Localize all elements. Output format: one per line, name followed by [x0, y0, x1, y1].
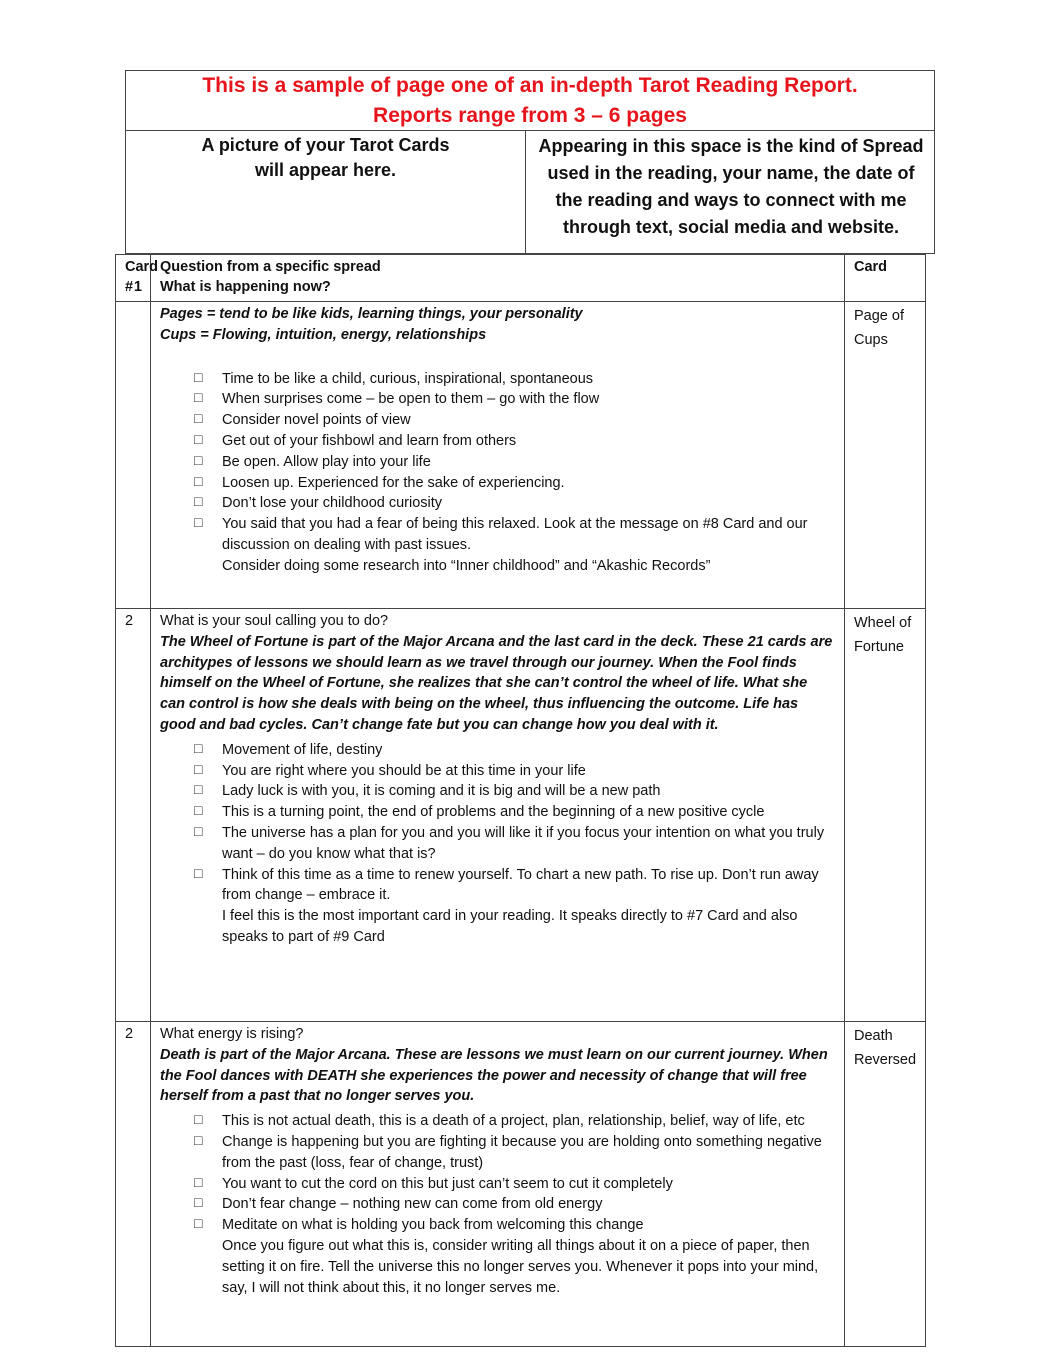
list-item: □ You are right where you should be at this time in your life — [194, 761, 836, 782]
list-item: □ Don’t fear change – nothing new can come from old energy — [194, 1194, 836, 1215]
card-header: Card — [845, 255, 926, 302]
list-item: Once you figure out what this is, consider writing all things about it on a piece of paper, then setting it on fire. Tell the universe this no longer serves you. Whenever it pops into your mind, say, I will not think about this, it no longer serves me. — [222, 1237, 819, 1296]
list-item: □ Be open. Allow play into your life — [194, 452, 836, 473]
list-item: Consider doing some research into “Inner childhood” and “Akashic Records” — [222, 557, 711, 574]
list-item: □ You said that you had a fear of being this relaxed. Look at the message on #8 Card and our discussion on dealing with past issues. — [194, 514, 836, 556]
spread-info-placeholder: Appearing in this space is the kind of Spread used in the reading, your name, the date of the reading and ways to connect with me through text, social media and website. — [538, 136, 924, 237]
card-number: 2 — [116, 1022, 151, 1347]
table-row — [116, 302, 926, 609]
checklist — [160, 1111, 836, 1236]
list-item: □ Think of this time as a time to renew yourself. To chart a new path. To rise up. Don’t run away from change – embrace it. — [194, 865, 836, 907]
list-item: □ Movement of life, destiny — [194, 740, 836, 761]
list-item: I feel this is the most important card in your reading. It speaks directly to #7 Card and also speaks to part of #9 Card — [222, 908, 798, 945]
reading-table — [115, 254, 926, 1347]
question-header: Question from a specific spread What is happening now? — [151, 255, 845, 302]
list-item: □ Get out of your fishbowl and learn from others — [194, 431, 836, 452]
list-item: □ Don’t lose your childhood curiosity — [194, 493, 836, 514]
card-name: Wheel of Fortune — [845, 609, 926, 1022]
list-item: □ The universe has a plan for you and you will like it if you focus your intention on what you truly want – do you know what that is? — [194, 823, 836, 865]
table-row — [116, 1022, 926, 1347]
list-item: □ You want to cut the cord on this but just can’t seem to cut it completely — [194, 1174, 836, 1195]
list-item: □ Lady luck is with you, it is coming and it is big and will be a new path — [194, 781, 836, 802]
card-number — [116, 302, 151, 609]
list-item: □ Meditate on what is holding you back from welcoming this change — [194, 1215, 836, 1236]
checklist — [160, 740, 836, 906]
card-name: Death Reversed — [845, 1022, 926, 1347]
card-number-header: Card # 1 — [116, 255, 151, 302]
card-number: 2 — [116, 609, 151, 1022]
list-item: □ Change is happening but you are fighting it because you are holding onto something negative from the past (loss, fear of change, trust) — [194, 1132, 836, 1174]
list-item: □ When surprises come – be open to them – go with the flow — [194, 389, 836, 410]
card-name: Page of Cups — [845, 302, 926, 609]
table-row — [116, 609, 926, 1022]
tarot-picture-placeholder: A picture of your Tarot Cards will appear here. — [126, 131, 526, 255]
card-reading: Pages = tend to be like kids, learning things, your personality Cups = Flowing, intuition, energy, relationships □ Time to be like a child, curious, inspirational, spontaneous □ When surprises come – be open to them – go with the flow □ Consider novel points of view □ Get out of your fishbowl and learn from others □ Be open. Allow play into your life □ Loosen up. Experienced for the sake of experiencing. □ Don’t lose your childhood curiosity □ You said that you had a fear of being this relaxed. Look at the message on #8 Card and our discussion on dealing with past issues. Consider doing some research into “Inner childhood” and “Akashic Records” — [151, 302, 845, 609]
card-reading: What energy is rising? Death is part of the Major Arcana. These are lessons we must learn on our current journey. When the Fool dances with DEATH she experiences the power and necessity of change that will free herself from a past that no longer serves you. □ This is not actual death, this is a death of a project, plan, relationship, belief, way of life, etc □ Change is happening but you are fighting it because you are holding onto something negative from the past (loss, fear of change, trust) □ You want to cut the cord on this but just can’t seem to cut it completely □ Don’t fear change – nothing new can come from old energy □ Meditate on what is holding you back from welcoming this change Once you figure out what this is, consider writing all things about it on a piece of paper, then setting it on fire. Tell the universe this no longer serves you. Whenever it pops into your mind, say, I will not think about this, it no longer serves me. — [151, 1022, 845, 1347]
table-header-row — [116, 255, 926, 302]
report-title: This is a sample of page one of an in-depth Tarot Reading Report. Reports range from 3 – 6 pages — [126, 71, 934, 131]
card-reading: What is your soul calling you to do? The Wheel of Fortune is part of the Major Arcana and the last card in the deck. These 21 cards are architypes of lessons we should learn as we travel through our journey. When the Fool finds himself on the Wheel of Fortune, she realizes that she can’t control the wheel of life. What she can control is how she deals with being on the wheel, thus influencing the outcome. Life has good and bad cycles. Can’t change fate but you can change how you deal with it. □ Movement of life, destiny □ You are right where you should be at this time in your life □ Lady luck is with you, it is coming and it is big and will be a new path □ This is a turning point, the end of problems and the beginning of a new positive cycle □ The universe has a plan for you and you will like it if you focus your intention on what you truly want – do you know what that is? □ Think of this time as a time to renew yourself. To chart a new path. To rise up. Don’t run away from change – embrace it. I feel this is the most important card in your reading. It speaks directly to #7 Card and also speaks to part of #9 Card — [151, 609, 845, 1022]
list-item: □ Consider novel points of view — [194, 410, 836, 431]
report-header — [125, 70, 935, 254]
list-item: □ Time to be like a child, curious, inspirational, spontaneous — [194, 369, 836, 390]
list-item: □ Loosen up. Experienced for the sake of experiencing. — [194, 473, 836, 494]
list-item: □ This is a turning point, the end of problems and the beginning of a new positive cycle — [194, 802, 836, 823]
list-item: □ This is not actual death, this is a death of a project, plan, relationship, belief, way of life, etc — [194, 1111, 836, 1132]
checklist — [160, 369, 836, 556]
